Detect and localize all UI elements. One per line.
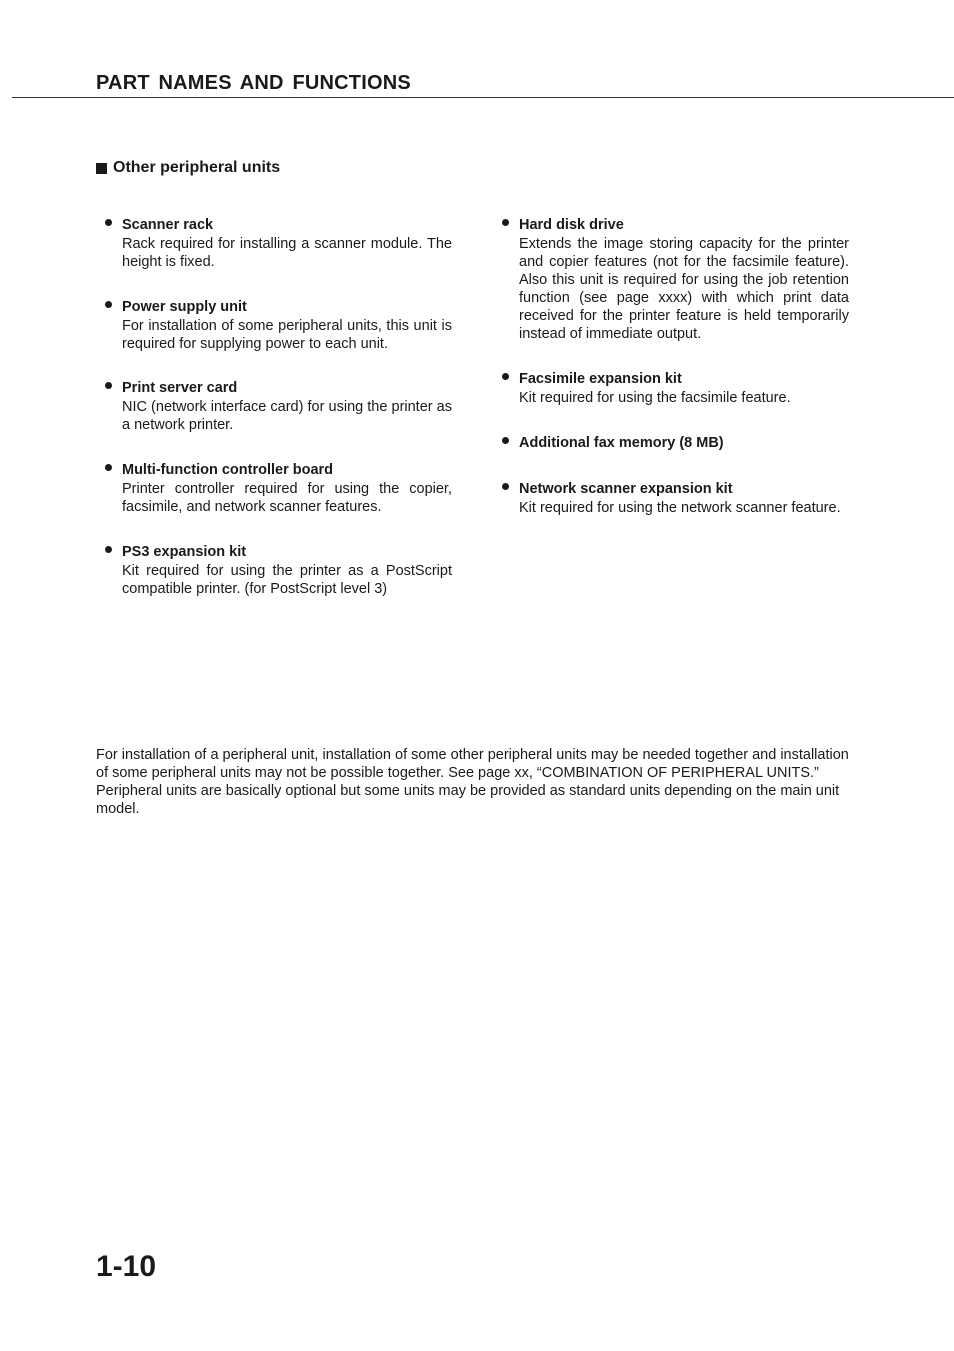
item-title: Facsimile expansion kit: [519, 371, 682, 387]
list-item-print-server-card: [122, 379, 452, 434]
list-item-multi-function-controller-board: [122, 461, 452, 516]
bullet-dot-icon: [502, 483, 509, 490]
bullet-dot-icon: [502, 373, 509, 380]
list-item-facsimile-expansion-kit: [519, 370, 849, 407]
item-title: Hard disk drive: [519, 217, 624, 233]
bullet-dot-icon: [105, 219, 112, 226]
item-title: Additional fax memory (8 MB): [519, 435, 724, 451]
item-description: Rack required for installing a scanner module. The height is fixed.: [122, 236, 452, 270]
list-item-power-supply-unit: [122, 298, 452, 353]
page-number: 1-10: [96, 1250, 157, 1283]
item-description: Kit required for using the printer as a PostScript compatible printer. (for PostScript level 3): [122, 563, 452, 597]
item-title: PS3 expansion kit: [122, 544, 247, 560]
item-title: Power supply unit: [122, 299, 247, 315]
list-item-network-scanner-expansion-kit: [519, 480, 849, 517]
item-title: Scanner rack: [122, 217, 214, 233]
page-header-title: PART NAMES AND FUNCTIONS: [96, 72, 411, 94]
installation-note: For installation of a peripheral unit, installation of some other peripheral units may be needed together and installation of some peripheral units may not be possible together. See page xx, “COMBINATION OF PERIPHERAL UNITS.” Peripheral units are basically optional but some units may be provided as standard units depending on the main unit model.: [96, 747, 849, 817]
item-description: Printer controller required for using the copier, facsimile, and network scanner features.: [122, 481, 452, 515]
bullet-dot-icon: [502, 219, 509, 226]
list-item-hard-disk-drive: [519, 216, 849, 343]
item-description: Extends the image storing capacity for the printer and copier features (not for the facsimile feature). Also this unit is required for using the job retention function (see page xxxx) with which print data received for the printer feature is held temporarily instead of immediate output.: [519, 236, 849, 342]
item-description: For installation of some peripheral units, this unit is required for supplying power to each unit.: [122, 318, 452, 352]
item-description: Kit required for using the facsimile feature.: [519, 390, 791, 406]
bullet-dot-icon: [105, 382, 112, 389]
bullet-dot-icon: [105, 464, 112, 471]
item-title: Print server card: [122, 380, 238, 396]
section-heading-text: Other peripheral units: [113, 159, 281, 176]
item-title: Network scanner expansion kit: [519, 481, 733, 497]
list-item-ps3-expansion-kit: [122, 543, 452, 598]
item-description: Kit required for using the network scanner feature.: [519, 500, 841, 516]
list-item-additional-fax-memory: [519, 434, 849, 452]
list-item-scanner-rack: [122, 216, 452, 271]
header-divider: [12, 97, 954, 98]
item-title: Multi-function controller board: [122, 462, 334, 478]
section-heading: [96, 159, 280, 177]
bullet-dot-icon: [105, 301, 112, 308]
square-bullet-icon: [96, 163, 107, 174]
bullet-dot-icon: [105, 546, 112, 553]
bullet-dot-icon: [502, 437, 509, 444]
item-description: NIC (network interface card) for using the printer as a network printer.: [122, 399, 452, 433]
